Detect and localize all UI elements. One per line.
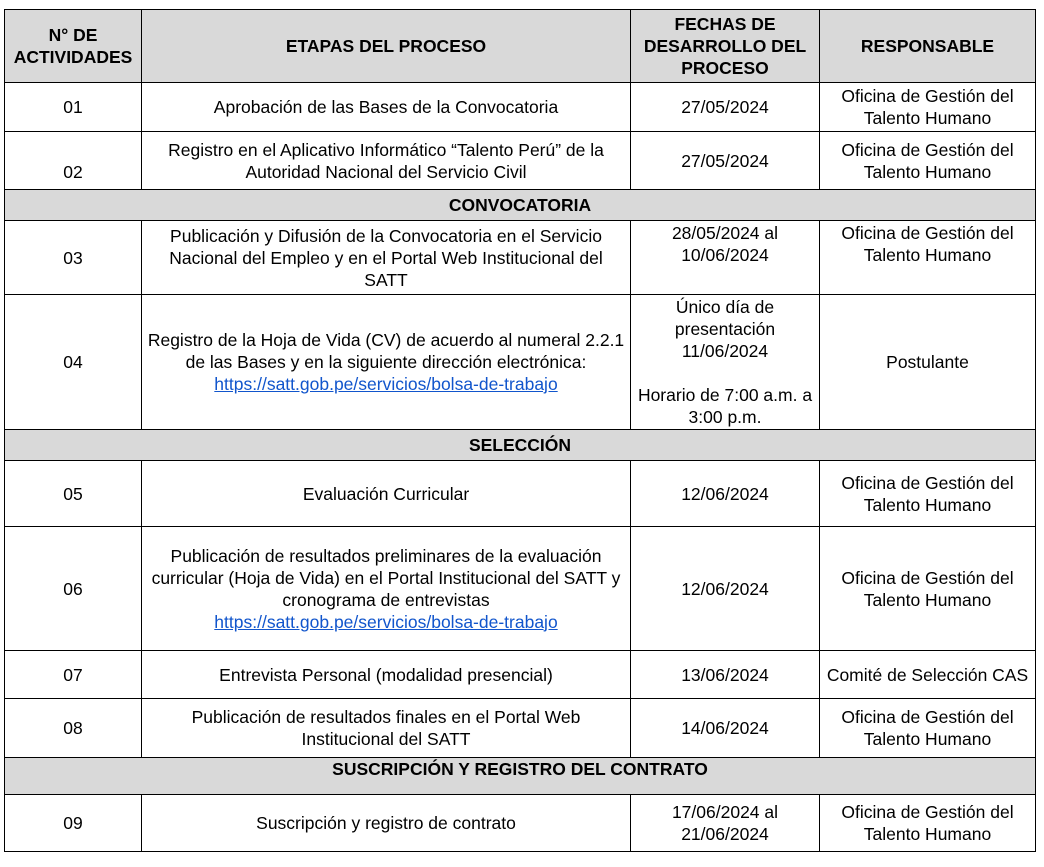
- process-schedule-table: [4, 9, 1036, 852]
- job-board-link[interactable]: https://satt.gob.pe/servicios/bolsa-de-trabajo: [214, 611, 558, 632]
- activity-date: 12/06/2024: [631, 527, 820, 651]
- activity-date: 13/06/2024: [631, 651, 820, 699]
- table-row: [5, 527, 1036, 651]
- section-title-convocatoria: CONVOCATORIA: [5, 190, 1036, 221]
- table-row: [5, 295, 1036, 430]
- activity-stage-cell: [142, 295, 631, 430]
- activity-number: 02: [5, 132, 142, 190]
- activity-date: 27/05/2024: [631, 83, 820, 132]
- activity-date: 12/06/2024: [631, 461, 820, 527]
- section-title-suscripcion: SUSCRIPCIÓN Y REGISTRO DEL CONTRATO: [5, 758, 1036, 795]
- activity-responsible: Postulante: [820, 295, 1036, 430]
- activity-responsible: Oficina de Gestión del Talento Humano: [820, 699, 1036, 758]
- activity-responsible: Oficina de Gestión del Talento Humano: [820, 527, 1036, 651]
- table-row: [5, 132, 1036, 190]
- header-activity-number: N° DE ACTIVIDADES: [5, 10, 142, 83]
- table-header-row: [5, 10, 1036, 83]
- header-process-stages: ETAPAS DEL PROCESO: [142, 10, 631, 83]
- table-row: [5, 699, 1036, 758]
- activity-stage: Registro de la Hoja de Vida (CV) de acuerdo al numeral 2.2.1 de las Bases y en la siguiente dirección electrónica:: [147, 330, 625, 372]
- header-process-dates: FECHAS DE DESARROLLO DEL PROCESO: [631, 10, 820, 83]
- activity-number: 01: [5, 83, 142, 132]
- activity-responsible: Oficina de Gestión del Talento Humano: [820, 795, 1036, 852]
- spacer: [635, 362, 815, 384]
- section-row: [5, 758, 1036, 795]
- activity-number: 03: [5, 221, 142, 295]
- activity-date: 14/06/2024: [631, 699, 820, 758]
- job-board-link[interactable]: https://satt.gob.pe/servicios/bolsa-de-trabajo: [214, 374, 558, 394]
- table-row: [5, 83, 1036, 132]
- activity-date: 27/05/2024: [631, 132, 820, 190]
- header-responsible: RESPONSABLE: [820, 10, 1036, 83]
- section-title-seleccion: SELECCIÓN: [5, 430, 1036, 461]
- activity-responsible: Oficina de Gestión del Talento Humano: [820, 132, 1036, 190]
- activity-date-cell: [631, 295, 820, 430]
- table-row: [5, 461, 1036, 527]
- activity-responsible: Comité de Selección CAS: [820, 651, 1036, 699]
- table-row: [5, 795, 1036, 852]
- activity-responsible: Oficina de Gestión del Talento Humano: [820, 461, 1036, 527]
- activity-schedule: Horario de 7:00 a.m. a 3:00 p.m.: [637, 385, 813, 427]
- table-row: [5, 651, 1036, 699]
- activity-stage: Publicación de resultados preliminares de la evaluación curricular (Hoja de Vida) en el Portal Institucional del SATT y cronograma de entrevistas: [151, 545, 621, 610]
- activity-number: 06: [5, 527, 142, 651]
- activity-date: Único día de presentación 11/06/2024: [674, 297, 776, 361]
- activity-number: 09: [5, 795, 142, 852]
- activity-stage: Entrevista Personal (modalidad presencial): [142, 651, 631, 699]
- activity-stage: Publicación y Difusión de la Convocatoria en el Servicio Nacional del Empleo y en el Portal Web Institucional del SATT: [142, 221, 631, 295]
- activity-number: 04: [5, 295, 142, 430]
- activity-stage: Registro en el Aplicativo Informático “Talento Perú” de la Autoridad Nacional del Servicio Civil: [142, 132, 631, 190]
- activity-stage: Publicación de resultados finales en el Portal Web Institucional del SATT: [142, 699, 631, 758]
- activity-date: 17/06/2024 al 21/06/2024: [631, 795, 820, 852]
- activity-date: 28/05/2024 al 10/06/2024: [631, 221, 820, 295]
- activity-responsible: Oficina de Gestión del Talento Humano: [820, 83, 1036, 132]
- activity-number: 07: [5, 651, 142, 699]
- table-row: [5, 221, 1036, 295]
- activity-stage-cell: [142, 527, 631, 651]
- activity-responsible: Oficina de Gestión del Talento Humano: [820, 221, 1036, 295]
- activity-stage: Suscripción y registro de contrato: [142, 795, 631, 852]
- activity-stage: Evaluación Curricular: [142, 461, 631, 527]
- section-row: [5, 430, 1036, 461]
- activity-number: 08: [5, 699, 142, 758]
- activity-stage: Aprobación de las Bases de la Convocatoria: [142, 83, 631, 132]
- activity-number: 05: [5, 461, 142, 527]
- section-row: [5, 190, 1036, 221]
